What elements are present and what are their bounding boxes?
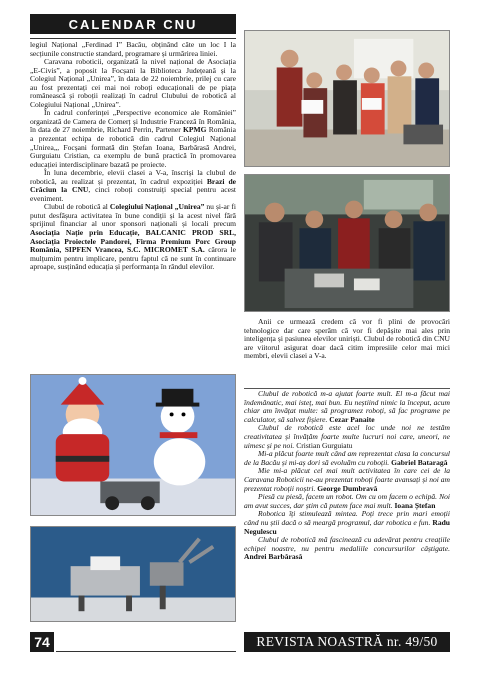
quote-author: Cezar Panaite <box>329 414 375 424</box>
paragraph-4 <box>30 169 236 203</box>
paragraph-3-text-c: România a prezentat echipa de robotică din cadrul Colegiul Național „Unirea„, Focșani formată din Ștefan Ioana, Barbărasă Andrei, Gurguiatu Cristian, ca exemplu de bună practică în promovarea educației interdisciplinare bazată pe proiecte. <box>30 125 236 169</box>
photo-reindeer-robot <box>30 526 236 622</box>
quote-author: Radu Negulescu <box>244 517 450 536</box>
section-title: CALENDAR CNU <box>68 16 198 32</box>
paragraph-5-text-a: Clubul de robotică al <box>44 202 110 212</box>
quote-author: Gabriel Bataragă <box>391 457 448 467</box>
paragraph-3 <box>30 109 236 169</box>
quote-text: Mie mi-a plăcut cel mai mult activitatea în care cei de la Caravana Roboticii ne-au prezentat roboți foarte avansați și noi am prezentat roboții noștri. <box>244 466 450 493</box>
paragraph-4-text-a: În luna decembrie, elevii clasei a V-a, înscriși la clubul de robotică, au realizat și prezentat, în cadrul expoziției <box>30 168 236 186</box>
quote-item <box>244 390 450 424</box>
quote-author: Cristian Gurguiatu <box>296 440 353 450</box>
left-article-column <box>30 41 236 371</box>
right-intro-text <box>244 318 450 361</box>
paragraph-1: legiul Național „Ferdinad I” Bacău, obținând câte un loc I la secțiunile constructie standard, programare și urmărirea liniei. <box>30 41 236 58</box>
intro-paragraph: Anii ce urmează credem că vor fi plini de provocări tehnologice dar care sperăm că vor fi depășite mai ales prin inteligența și pasiunea elevilor uniriști. Clubul de robotică din CNU are viitorul asigurat doar dacă citim impresiile celor mai mici membri, elevii clasei a V-a. <box>244 317 450 361</box>
quote-text: Mi-a plăcut foarte mult când am reprezentat clasa la concursul de la Bacău și mi-aș dori să evoluăm cu roboții. <box>244 449 450 467</box>
quote-text: Clubul de robotică este acel loc unde noi ne testăm creativitatea și învățăm foarte multe lucruri noi care, uneori, ne uimesc și pe noi. <box>244 423 450 450</box>
exhibition-name: Brazi de Crăciun la CNU <box>30 176 236 195</box>
paragraph-5 <box>30 203 236 271</box>
photo-students-diplomas <box>244 30 450 167</box>
magazine-issue: REVISTA NOASTRĂ nr. 49/50 <box>256 634 438 649</box>
photo-christmas-robots <box>30 374 236 516</box>
page-number-text: 74 <box>34 634 50 650</box>
quote-item <box>244 536 450 562</box>
header-divider <box>30 38 236 39</box>
quote-item <box>244 450 450 467</box>
college-name: Colegiului Național „Unirea” <box>109 202 205 212</box>
quote-item <box>244 467 450 493</box>
quote-author: Ioana Ștefan <box>394 500 436 510</box>
quote-author: George Dumbravă <box>317 483 378 493</box>
page-number <box>30 632 54 652</box>
paragraph-5-text-e: cărora le mulțumim pentru implicare, pentru faptul că ne sunt în continuare aproape, susținând educația și performanța în rândul elevilor. <box>30 245 236 272</box>
quote-item <box>244 510 450 536</box>
section-header <box>30 14 236 34</box>
quote-text: Robotica îți stimulează mintea. Poți trece prin mari emoții când nu știi dacă o să meargă programul, dar robotica e fun. <box>244 509 450 527</box>
footer-divider <box>56 651 236 652</box>
paragraph-3-text-a: În cadrul conferinței „Perspective economice ale României” organizată de Camera de Comerț și Industrie Franceză în România, în data de 27 noiembrie, Richard Perrin, Partener <box>30 108 236 135</box>
paragraph-5-text-c: nu și-ar fi putut desfășura activitatea în bune condiții și la acest nivel fără sprijinul financiar al unor sponsori naționali și locali precum <box>30 202 236 229</box>
quote-text: Piesă cu piesă, facem un robot. Om cu om facem o echipă. Noi am avut succes, dar știm că putem face mai mult. <box>244 492 450 510</box>
photo-students-robots <box>244 174 450 312</box>
quote-item <box>244 424 450 450</box>
quote-text: Clubul de robotică mă fascinează cu adevărat pentru creațiile echipei noastre, nu pentru medaliile concursurilor câștigate. <box>244 535 450 553</box>
kpmg-label: KPMG <box>183 125 207 135</box>
paragraph-2: Caravana roboticii, organizată la nivel național de Asociația „E-Civis”, a poposit la Focșani la Biblioteca Județeană și la Colegiul Național „Unirea”, în data de 22 noiembrie, prilej cu care au fost prezentați cei mai noi roboți educaționali de pe piața românească și roboții realizați în cadrul Clubului de robotică al Colegiului Național „Unirea”. <box>30 57 236 109</box>
quote-text: Clubul de robotică m-a ajutat foarte mult. El m-a făcut mai îndemânatic, mai isteț, mai bun. Eu neștiind nimic la început, acum chiar am învățat multe: să programez roboți, să fac programe pe calculator, să salvez fișiere. <box>244 389 450 424</box>
sponsors-list: Asociația Nație prin Educație, BALCANIC PROD SRL, Asociația Proiectele Pandorei, Firma Premium Porc Group România, SIPFEN Vrancea, S.C. MICROMET S.A. <box>30 228 236 255</box>
quote-item <box>244 493 450 510</box>
magazine-footer <box>244 632 450 652</box>
quote-author: Andrei Barbărasă <box>244 552 303 562</box>
paragraph-4-text-c: , cinci roboți construiți special pentru acest eveniment. <box>30 185 236 203</box>
students-quotes <box>244 388 450 625</box>
